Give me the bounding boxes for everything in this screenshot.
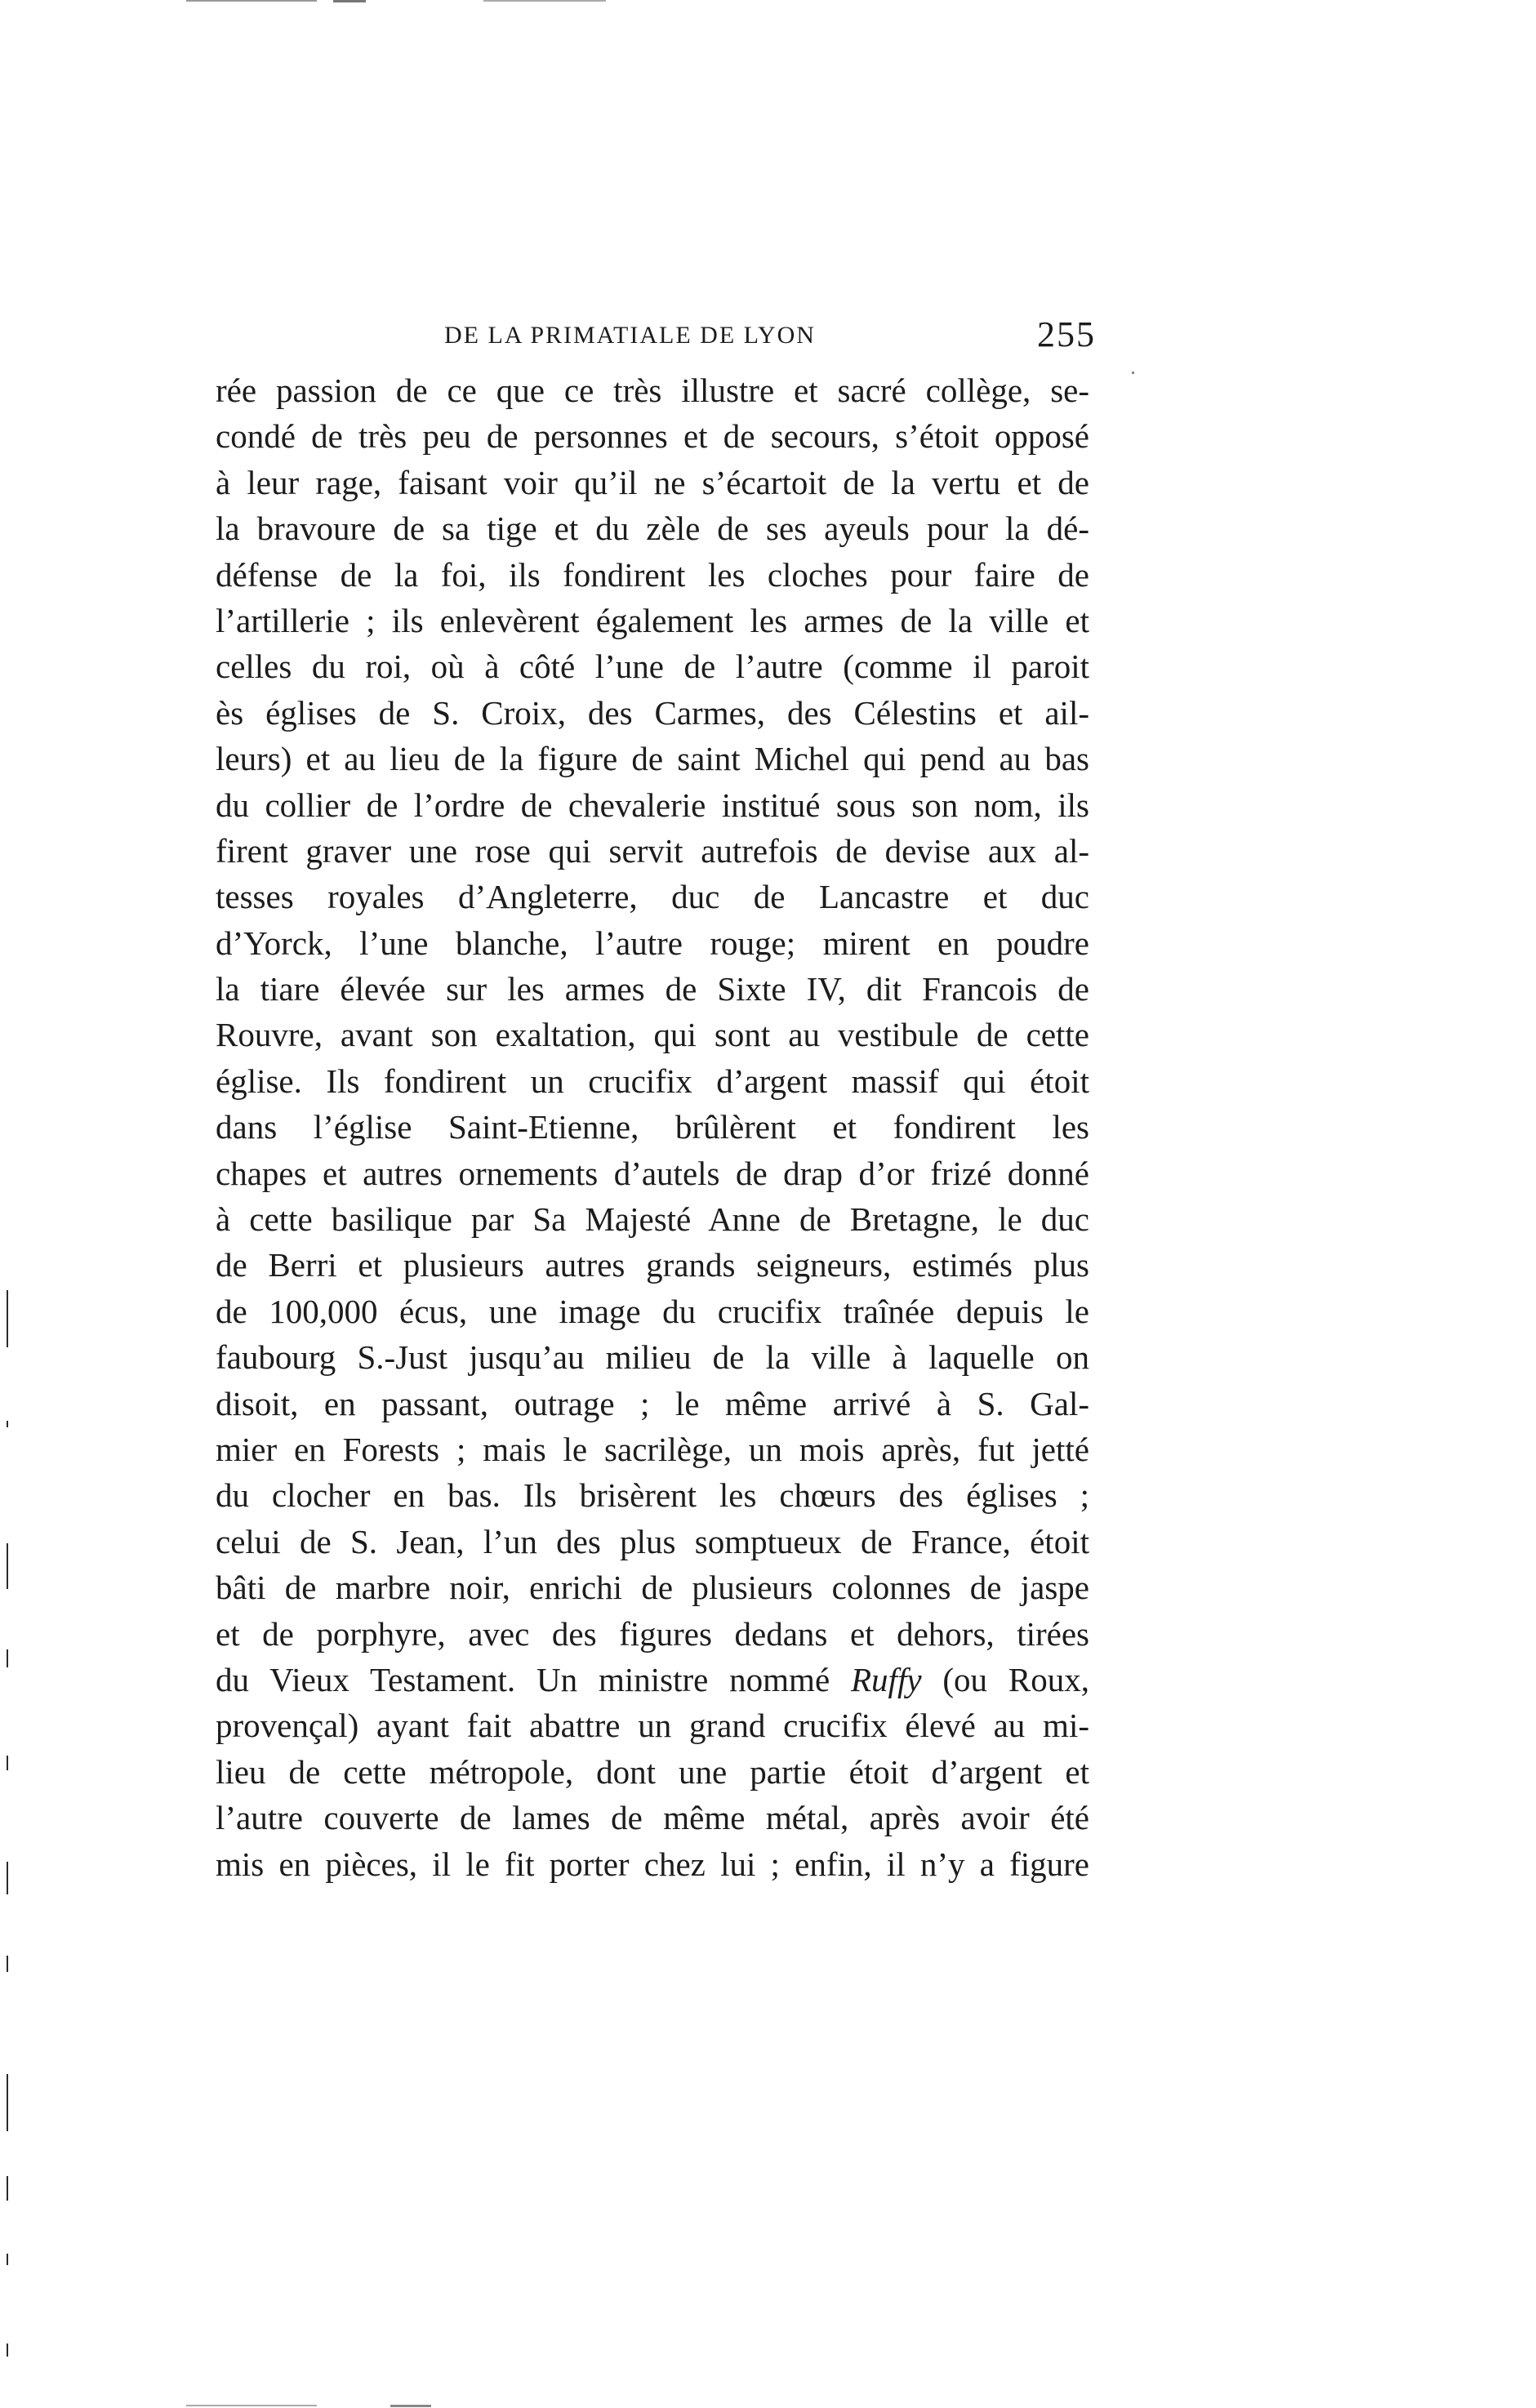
running-title: DE LA PRIMATIALE DE LYON <box>444 322 816 349</box>
text-line: rée passion de ce que ce très illustre et sacré collège, se- <box>216 372 1089 409</box>
text-line: celui de S. Jean, l’un des plus somptueux de France, étoit <box>216 1522 1089 1560</box>
text-line: disoit, en passant, outrage ; le même arrivé à S. Gal- <box>216 1384 1089 1422</box>
text-line: tesses royales d’Angleterre, duc de Lancastre et duc <box>216 878 1089 916</box>
scan-artifact <box>7 1956 8 1972</box>
text-line: mis en pièces, il le fit porter chez lui ; enfin, il n’y a figure <box>216 1845 1089 1883</box>
text-line: provençal) ayant fait abattre un grand crucifix élevé au mi- <box>216 1707 1089 1745</box>
text-line: du clocher en bas. Ils brisèrent les chœurs des églises ; <box>216 1476 1089 1515</box>
text-line: la bravoure de sa tige et du zèle de ses ayeuls pour la dé- <box>216 510 1089 548</box>
text-line: à leur rage, faisant voir qu’il ne s’écartoit de la vertu et de <box>216 463 1089 501</box>
scan-artifact <box>7 2176 8 2201</box>
running-head <box>207 312 1096 361</box>
text-line: défense de la foi, ils fondirent les cloches pour faire de <box>216 555 1089 594</box>
text-line: mier en Forests ; mais le sacrilège, un mois après, fut jetté <box>216 1430 1089 1468</box>
text-line: leurs) et au lieu de la figure de saint Michel qui pend au bas <box>216 740 1089 778</box>
text-line: l’artillerie ; ils enlevèrent également les armes de la ville et <box>216 601 1089 639</box>
scan-artifact <box>333 0 366 2</box>
text-line: dans l’église Saint-Etienne, brûlèrent et fondirent les <box>216 1108 1089 1146</box>
scan-artifact <box>7 1421 8 1427</box>
scan-artifact <box>7 1649 8 1667</box>
line-segment: (ou Roux, <box>942 1660 1090 1698</box>
text-line: chapes et autres ornements d’autels de drap d’or frizé donné <box>216 1154 1089 1192</box>
text-line-with-italic <box>216 1657 1089 1703</box>
scan-artifact <box>7 1290 8 1347</box>
scan-artifact <box>7 1543 8 1589</box>
text-line: lieu de cette métropole, dont une partie étoit d’argent et <box>216 1752 1089 1791</box>
scan-artifact <box>390 2405 431 2407</box>
text-line: de 100,000 écus, une image du crucifix traînée depuis le <box>216 1292 1089 1330</box>
italic-name: Ruffy <box>851 1660 922 1698</box>
scan-artifact <box>7 2074 8 2131</box>
text-line: firent graver une rose qui servit autrefois de devise aux al- <box>216 831 1089 870</box>
scan-artifact <box>483 0 606 2</box>
text-line: faubourg S.-Just jusqu’au milieu de la ville à laquelle on <box>216 1338 1089 1377</box>
scan-artifact <box>7 2254 8 2265</box>
scan-artifact <box>1132 372 1134 374</box>
text-line: Rouvre, avant son exaltation, qui sont au vestibule de cette <box>216 1016 1089 1054</box>
scan-artifact <box>7 1756 8 1770</box>
scan-artifact <box>7 1862 8 1894</box>
text-line: à cette basilique par Sa Majesté Anne de Bretagne, le duc <box>216 1200 1089 1239</box>
text-line: et de porphyre, avec des figures dedans et dehors, tirées <box>216 1614 1089 1653</box>
text-line: d’Yorck, l’une blanche, l’autre rouge; mirent en poudre <box>216 924 1089 962</box>
text-line: bâti de marbre noir, enrichi de plusieurs colonnes de jaspe <box>216 1569 1089 1607</box>
scan-artifact <box>7 2343 8 2357</box>
text-line: condé de très peu de personnes et de secours, s’étoit opposé <box>216 417 1089 456</box>
body-text <box>216 367 1089 1887</box>
text-line: ès églises de S. Croix, des Carmes, des Célestins et ail- <box>216 693 1089 732</box>
scan-artifact <box>186 2405 317 2406</box>
scan-artifact <box>186 0 317 2</box>
page-number: 255 <box>1037 314 1096 354</box>
text-line: celles du roi, où à côté l’une de l’autre (comme il paroit <box>216 648 1089 686</box>
text-line: de Berri et plusieurs autres grands seigneurs, estimés plus <box>216 1246 1089 1284</box>
text-line: église. Ils fondirent un crucifix d’argent massif qui étoit <box>216 1062 1089 1100</box>
text-line: du collier de l’ordre de chevalerie institué sous son nom, ils <box>216 786 1089 824</box>
text-line: l’autre couverte de lames de même métal, après avoir été <box>216 1799 1089 1837</box>
line-segment: du Vieux Testament. Un ministre nommé <box>216 1660 830 1698</box>
text-line: la tiare élevée sur les armes de Sixte IV, dit Francois de <box>216 970 1089 1008</box>
